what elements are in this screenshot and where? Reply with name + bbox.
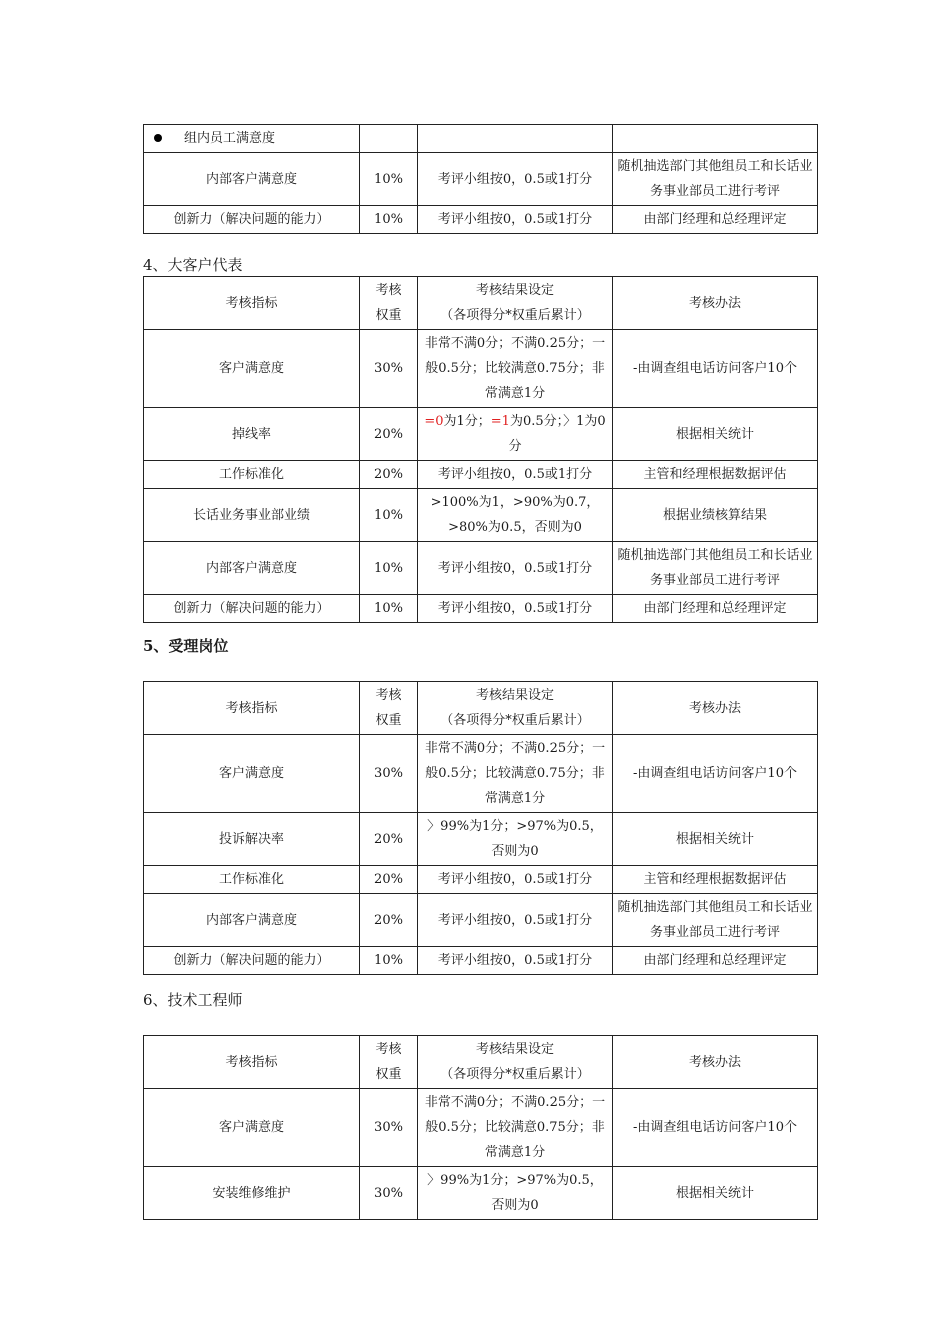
- criteria-cell: =0为1分；=1为0.5分；〉1为0分: [418, 408, 613, 461]
- method-cell: -由调查组电话访问客户10个: [613, 735, 818, 813]
- header-indicator: 考核指标: [144, 277, 360, 330]
- weight-cell: 10%: [360, 489, 418, 542]
- method-cell: -由调查组电话访问客户10个: [613, 1089, 818, 1167]
- section-6-table: [143, 1035, 818, 1220]
- table-row: [144, 125, 818, 153]
- indicator-cell: 创新力（解决问题的能力）: [144, 947, 360, 975]
- weight-cell: 30%: [360, 1167, 418, 1220]
- header-method: 考核办法: [613, 682, 818, 735]
- header-weight: 考核 权重: [360, 682, 418, 735]
- criteria-cell: 非常不满0分；不满0.25分；一般0.5分；比较满意0.75分；非常满意1分: [418, 330, 613, 408]
- section-4-table: [143, 276, 818, 623]
- criteria-cell: 考评小组按0，0.5或1打分: [418, 206, 613, 234]
- criteria-cell: 〉99%为1分；>97%为0.5，否则为0: [418, 1167, 613, 1220]
- section-5-table: [143, 681, 818, 975]
- header-criteria: 考核结果设定 （各项得分*权重后累计）: [418, 277, 613, 330]
- red-text: =0: [424, 414, 444, 429]
- red-text: =1: [490, 414, 510, 429]
- weight-cell: [360, 125, 418, 153]
- criteria-cell: 非常不满0分；不满0.25分；一般0.5分；比较满意0.75分；非常满意1分: [418, 735, 613, 813]
- method-cell: 随机抽选部门其他组员工和长话业务事业部员工进行考评: [613, 894, 818, 947]
- criteria-cell: >100%为1，>90%为0.7，>80%为0.5，否则为0: [418, 489, 613, 542]
- indicator-cell: 创新力（解决问题的能力）: [144, 206, 360, 234]
- method-cell: 根据相关统计: [613, 1167, 818, 1220]
- bullet-icon: [154, 134, 162, 142]
- criteria-cell: 考评小组按0，0.5或1打分: [418, 595, 613, 623]
- header-weight: 考核 权重: [360, 1036, 418, 1089]
- table-row: [144, 866, 818, 894]
- table-row: [144, 894, 818, 947]
- section-5-title: 5、受理岗位: [143, 637, 229, 655]
- criteria-cell: [418, 125, 613, 153]
- header-row: [144, 1036, 818, 1089]
- table-row: [144, 813, 818, 866]
- weight-cell: 10%: [360, 542, 418, 595]
- method-cell: 根据业绩核算结果: [613, 489, 818, 542]
- header-method: 考核办法: [613, 1036, 818, 1089]
- table-row: [144, 489, 818, 542]
- method-cell: 主管和经理根据数据评估: [613, 866, 818, 894]
- weight-cell: 20%: [360, 866, 418, 894]
- table-row: [144, 461, 818, 489]
- table-row: [144, 153, 818, 206]
- method-cell: 根据相关统计: [613, 408, 818, 461]
- table-row: [144, 330, 818, 408]
- indicator-cell: 客户满意度: [144, 1089, 360, 1167]
- section-4-title: 4、大客户代表: [143, 256, 243, 274]
- indicator-cell: 客户满意度: [144, 330, 360, 408]
- table-row: [144, 735, 818, 813]
- criteria-cell: 〉99%为1分；>97%为0.5，否则为0: [418, 813, 613, 866]
- method-cell: 根据相关统计: [613, 813, 818, 866]
- weight-cell: 20%: [360, 408, 418, 461]
- method-cell: 由部门经理和总经理评定: [613, 947, 818, 975]
- weight-cell: 30%: [360, 330, 418, 408]
- method-cell: 由部门经理和总经理评定: [613, 206, 818, 234]
- table-row: [144, 1167, 818, 1220]
- method-cell: -由调查组电话访问客户10个: [613, 330, 818, 408]
- criteria-cell: 非常不满0分；不满0.25分；一般0.5分；比较满意0.75分；非常满意1分: [418, 1089, 613, 1167]
- weight-cell: 20%: [360, 894, 418, 947]
- weight-cell: 10%: [360, 947, 418, 975]
- criteria-cell: 考评小组按0，0.5或1打分: [418, 894, 613, 947]
- indicator-cell: 组内员工满意度: [144, 125, 360, 153]
- method-cell: [613, 125, 818, 153]
- indicator-cell: 内部客户满意度: [144, 894, 360, 947]
- table-row: [144, 408, 818, 461]
- indicator-cell: 安装维修维护: [144, 1167, 360, 1220]
- indicator-cell: 长话业务事业部业绩: [144, 489, 360, 542]
- header-indicator: 考核指标: [144, 1036, 360, 1089]
- weight-cell: 10%: [360, 206, 418, 234]
- method-cell: 主管和经理根据数据评估: [613, 461, 818, 489]
- criteria-cell: 考评小组按0，0.5或1打分: [418, 153, 613, 206]
- method-cell: 随机抽选部门其他组员工和长话业务事业部员工进行考评: [613, 153, 818, 206]
- header-indicator: 考核指标: [144, 682, 360, 735]
- criteria-cell: 考评小组按0，0.5或1打分: [418, 461, 613, 489]
- table-row: [144, 947, 818, 975]
- table-row: [144, 1089, 818, 1167]
- weight-cell: 30%: [360, 1089, 418, 1167]
- indicator-cell: 掉线率: [144, 408, 360, 461]
- header-method: 考核办法: [613, 277, 818, 330]
- weight-cell: 20%: [360, 813, 418, 866]
- weight-cell: 10%: [360, 595, 418, 623]
- weight-cell: 30%: [360, 735, 418, 813]
- table-row: [144, 206, 818, 234]
- header-row: [144, 277, 818, 330]
- weight-cell: 10%: [360, 153, 418, 206]
- indicator-cell: 创新力（解决问题的能力）: [144, 595, 360, 623]
- continuation-table: [143, 124, 818, 234]
- indicator-cell: 投诉解决率: [144, 813, 360, 866]
- table-row: [144, 542, 818, 595]
- section-6-title: 6、技术工程师: [143, 991, 243, 1009]
- table-row: [144, 595, 818, 623]
- method-cell: 随机抽选部门其他组员工和长话业务事业部员工进行考评: [613, 542, 818, 595]
- header-weight: 考核 权重: [360, 277, 418, 330]
- indicator-cell: 内部客户满意度: [144, 153, 360, 206]
- header-row: [144, 682, 818, 735]
- indicator-cell: 客户满意度: [144, 735, 360, 813]
- indicator-cell: 工作标准化: [144, 866, 360, 894]
- indicator-cell: 工作标准化: [144, 461, 360, 489]
- criteria-cell: 考评小组按0，0.5或1打分: [418, 542, 613, 595]
- indicator-cell: 内部客户满意度: [144, 542, 360, 595]
- header-criteria: 考核结果设定 （各项得分*权重后累计）: [418, 682, 613, 735]
- method-cell: 由部门经理和总经理评定: [613, 595, 818, 623]
- criteria-cell: 考评小组按0，0.5或1打分: [418, 866, 613, 894]
- criteria-cell: 考评小组按0，0.5或1打分: [418, 947, 613, 975]
- header-criteria: 考核结果设定 （各项得分*权重后累计）: [418, 1036, 613, 1089]
- weight-cell: 20%: [360, 461, 418, 489]
